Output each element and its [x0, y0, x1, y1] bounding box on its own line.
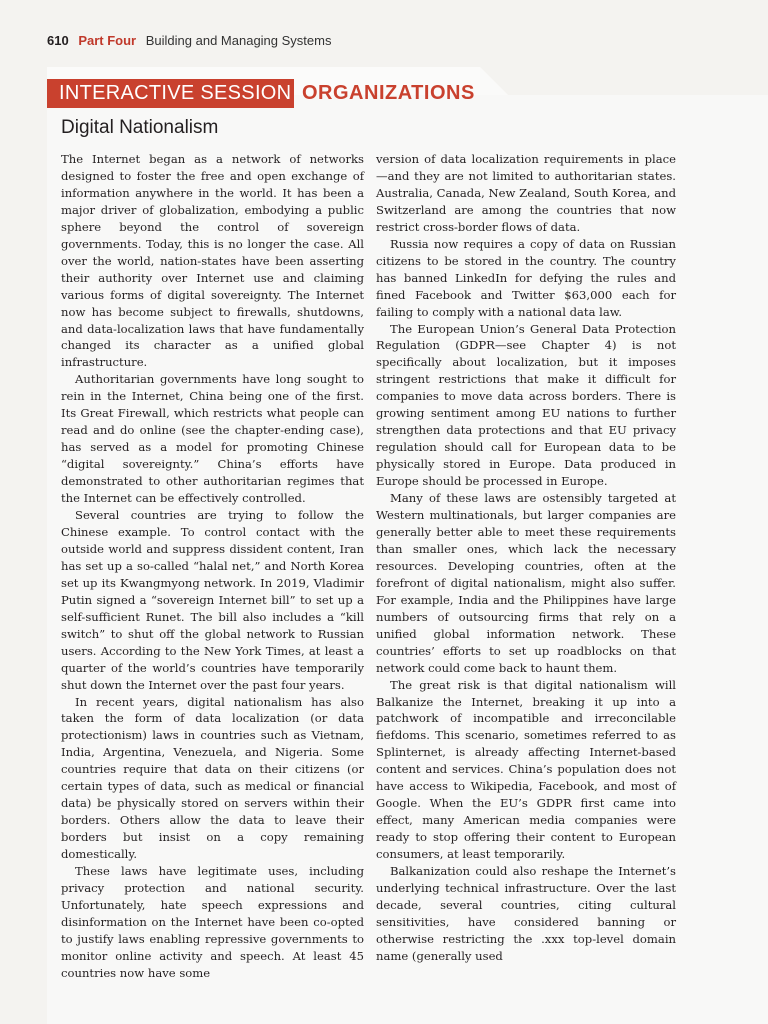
- right-column: [376, 151, 676, 965]
- interactive-session-banner: INTERACTIVE SESSION: [47, 79, 294, 108]
- paragraph: Many of these laws are ostensibly targeted at Western multinationals, but larger companies are generally better able to meet these requirements than smaller ones, which lack the necessary resources. Developing countries, often at the forefront of digital nationalism, might also suffer. For example, India and the Philippines have large numbers of outsourcing firms that rely on a unified global information network. These countries’ efforts to set up roadblocks on that network could come back to haunt them.: [376, 491, 676, 675]
- page-number: 610: [47, 33, 69, 48]
- paragraph: version of data localization requirements in place—and they are not limited to authoritarian states. Australia, Canada, New Zealand, South Korea, and Switzerland are among the countries that now restrict cross-border flows of data.: [376, 152, 676, 234]
- paragraph: Authoritarian governments have long sought to rein in the Internet, China being one of the first. Its Great Firewall, which restricts what people can read and do online (see the chapter-ending case), has served as a model for promoting Chinese “digital sovereignty.” China’s efforts have demonstrated to other authoritarian regimes that the Internet can be effectively controlled.: [61, 372, 364, 506]
- paragraph: The Internet began as a network of networks designed to foster the free and open exchange of information anywhere in the world. It has been a major driver of globalization, embodying a public sphere beyond the control of sovereign governments. Today, this is no longer the case. All over the world, nation-states have been asserting their authority over Internet use and claiming various forms of digital sovereignty. The Internet now has become subject to firewalls, shutdowns, and data-localization laws that have fundamentally changed its character as a unified global infrastructure.: [61, 152, 364, 370]
- left-column: [61, 151, 364, 982]
- paragraph: Russia now requires a copy of data on Russian citizens to be stored in the country. The country has banned LinkedIn for defying the rules and fined Facebook and Twitter $63,000 each for failing to comply with a national data law.: [376, 236, 676, 319]
- section-title: Building and Managing Systems: [145, 33, 332, 48]
- paragraph: Several countries are trying to follow the Chinese example. To control contact with the outside world and suppress dissident content, Iran has set up a so-called “halal net,” and North Korea set up its Kwangmyong network. In 2019, Vladimir Putin signed a “sovereign Internet bill” to set up a self-sufficient Runet. The bill also includes a “kill switch” to shut off the global network to Russian users. According to the New York Times, at least a quarter of the world’s countries have temporarily shut down the Internet over the past four years.: [61, 508, 364, 692]
- session-category: ORGANIZATIONS: [302, 82, 475, 104]
- paragraph: In recent years, digital nationalism has also taken the form of data localization (or data protectionism) laws in countries such as Vietnam, India, Argentina, Venezuela, and Nigeria. Some countries require that data on their citizens (or certain types of data, such as medical or financial data) be physically stored on servers within their borders. Others allow the data to leave their borders but insist on a copy remaining domestically.: [61, 694, 364, 862]
- part-label: Part Four: [78, 33, 137, 48]
- running-head: [47, 33, 331, 51]
- paragraph: These laws have legitimate uses, including privacy protection and national security. Unfortunately, hate speech expressions and disinformation on the Internet have been co-opted to justify laws enabling repressive governments to monitor online activity and speech. At least 45 countries now have some: [61, 864, 364, 980]
- paragraph: Balkanization could also reshape the Internet’s underlying technical infrastructure. Over the last decade, several countries, citing cultural sensitivities, have considered banning or otherwise restricting the .xxx top-level domain name (generally used: [376, 864, 676, 963]
- paragraph: The European Union’s General Data Protection Regulation (GDPR—see Chapter 4) is not specifically about localization, but it imposes stringent restrictions that make it difficult for companies to move data across borders. There is growing sentiment among EU nations to further strengthen data protections and that EU privacy regulation should call for European data to be physically stored in Europe. Data produced in Europe should be processed in Europe.: [376, 321, 676, 489]
- paragraph: The great risk is that digital nationalism will Balkanize the Internet, breaking it up into a patchwork of incompatible and irreconcilable fiefdoms. This scenario, sometimes referred to as Splinternet, is already affecting Internet-based content and services. China’s population does not have access to Wikipedia, Facebook, and most of Google. When the EU’s GDPR first came into effect, many American media companies were ready to stop offering their content to European consumers, at least temporarily.: [376, 677, 676, 862]
- tab-corner: [480, 67, 508, 95]
- article-title: Digital Nationalism: [61, 117, 219, 138]
